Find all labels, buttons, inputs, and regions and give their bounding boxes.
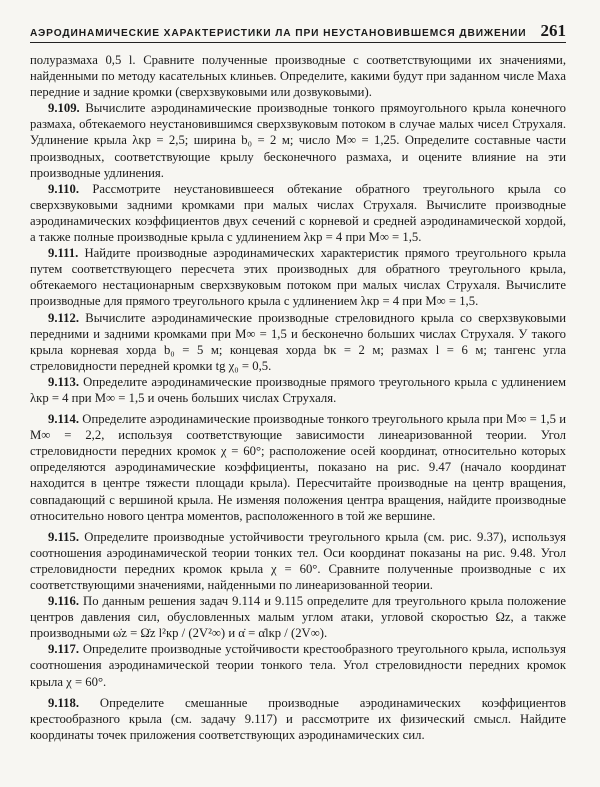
page-number: 261 [540, 21, 566, 40]
problem-9-109 [30, 100, 566, 180]
problem-9-116 [30, 593, 566, 641]
problem-9-114 [30, 411, 566, 524]
problem-9-111 [30, 245, 566, 309]
problem-number: 9.109. [48, 101, 80, 116]
problem-9-110 [30, 181, 566, 245]
problem-number: 9.115. [48, 529, 80, 544]
running-title: АЭРОДИНАМИЧЕСКИЕ ХАРАКТЕРИСТИКИ ЛА ПРИ НЕУСТАНОВИВШЕМСЯ ДВИЖЕНИИ [30, 28, 527, 39]
problem-text: Вычислите аэродинамические производные тонкого прямоугольного крыла конечного размаха, обтекаемого неустановившимся сверхзвуковым потоком в случае малых чисел Струхаля. Удлинение крыла λкр = 2,5; ширина b₀ = 2 м; число M∞ = 1,25. Определите составные части производных, соответствующие крылу бесконечного размаха, и оцените влияние на эти производные удлинения. [30, 101, 566, 180]
problem-text: По данным решения задач 9.114 и 9.115 определите для треугольного крыла положение центров давления сил, обусловленных малым углом атаки, угловой скоростью Ωz, а также производными ω̇z = Ω̇z l²кр / (2V²∞) и α̇ = α̇lкр / (2V∞). [30, 594, 566, 641]
problem-number: 9.110. [48, 181, 80, 196]
problem-number: 9.113. [48, 374, 80, 389]
page-header [30, 22, 566, 43]
problem-9-113 [30, 374, 566, 406]
page-body [30, 52, 566, 743]
problem-9-112 [30, 310, 566, 374]
problem-text: Найдите производные аэродинамических характеристик прямого треугольного крыла путем соответствующего пересчета этих производных для обратного треугольного крыла, обтекаемого нестационарным сверхзвуковым потоком при малых числах Струхаля. Вычислите производные для прямого треугольного крыла с удлинением λкр = 4 при M∞ = 1,5. [30, 246, 567, 309]
problem-9-115 [30, 529, 566, 593]
problem-text: Вычислите аэродинамические производные стреловидного крыла со сверхзвуковыми передними и задними кромками при M∞ = 1,5 и бесконечно больших числах Струхаля. У такого крыла корневая хорда b₀ = 5 м; концевая хорда bк = 2 м; размах l = 6 м; тангенс угла стреловидности передней кромки tg χ₀ = 0,5. [30, 310, 566, 373]
problem-text: Определите аэродинамические производные тонкого треугольного крыла при M∞ = 1,5 и M∞ = 2,2, используя соответствующие зависимости линеаризованной теории. Угол стреловидности передних кромок χ = 60°; расположение осей координат, относительно которых определяются аэродинамические коэффициенты, показано на рис. 9.47 (начало координат находится в центре тяжести площади крыла). Пересчитайте производные на центр вращения, совпадающий с вершиной крыла. Не изменяя положения центра вращения, найдите производные относительно нового центра моментов, расположенного в той же вершине. [30, 412, 566, 523]
paragraph-text: полуразмаха 0,5 l. Сравните полученные производные с соответствующими их значениями, найденными по методу касательных клиньев. Определите, какими будут при заданном числе Маха передние и задние кромки (сверхзвуковыми или дозвуковыми). [30, 53, 566, 100]
problem-text: Рассмотрите неустановившееся обтекание обратного треугольного крыла со сверхзвуковыми задними кромками при малых числах Струхаля. Вычислите производные аэродинамических коэффициентов двух сечений с корневой и средней аэродинамической хордой, а также полные производные крыла с удлинением λкр = 4 при M∞ = 1,5. [30, 181, 566, 245]
problem-9-118 [30, 695, 566, 743]
problem-number: 9.111. [48, 246, 79, 261]
problem-number: 9.114. [48, 412, 80, 427]
problem-text: Определите производные устойчивости треугольного крыла (см. рис. 9.37), используя соотношения аэродинамической теории тонких тел. Оси координат показаны на рис. 9.48. Угол стреловидности передних кромок крыла χ = 60°. Сравните полученные производные с их соответствующими значениями, найденными по линеаризованной теории. [30, 529, 567, 592]
problem-number: 9.116. [48, 594, 80, 609]
problem-text: Определите производные устойчивости крестообразного треугольного крыла, используя соотношения аэродинамической теории тонкого тела. Угол стреловидности передних кромок крыла χ = 60°. [30, 642, 566, 689]
problem-9-117 [30, 641, 566, 689]
paragraph-continuation [30, 52, 566, 100]
problem-number: 9.118. [48, 695, 80, 710]
problem-text: Определите смешанные производные аэродинамических коэффициентов крестообразного крыла (см. задачу 9.117) и рассмотрите их физический смысл. Найдите координаты точек приложения соответствующих аэродинамических сил. [30, 695, 566, 742]
problem-number: 9.117. [48, 642, 80, 657]
problem-text: Определите аэродинамические производные прямого треугольного крыла с удлинением λкр = 4 при M∞ = 1,5 и очень больших числах Струхаля. [30, 374, 566, 405]
problem-number: 9.112. [48, 310, 80, 325]
